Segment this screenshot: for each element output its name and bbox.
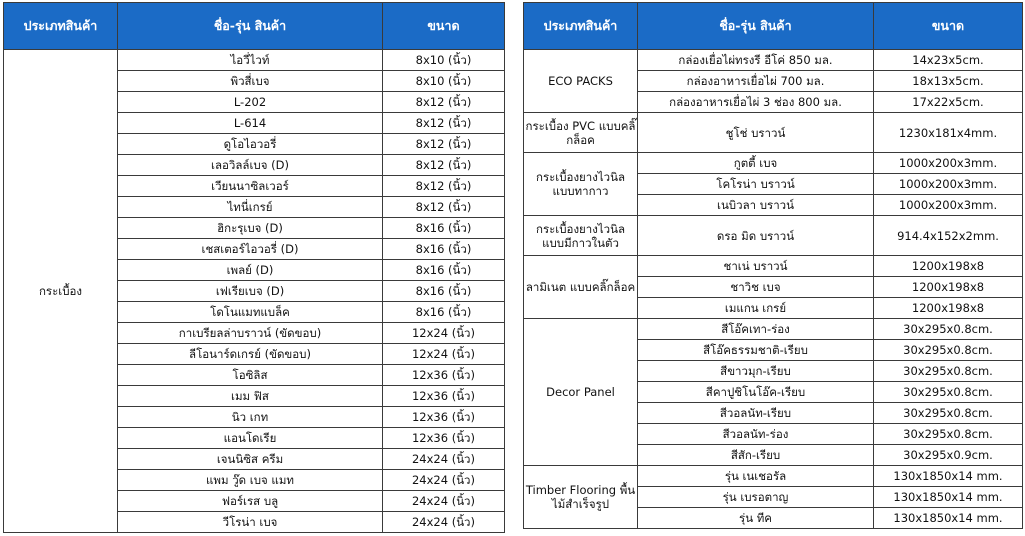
product-name-cell: โดโนแมทแบล็ค [118, 302, 383, 323]
table-header-row [524, 3, 1023, 50]
product-size-cell: 130x1850x14 mm. [874, 487, 1023, 508]
table-row [524, 466, 1023, 487]
product-name-cell: สีวอลนัท-เรียบ [638, 403, 874, 424]
product-size-cell: 8x10 (นิ้ว) [383, 50, 505, 71]
product-name-cell: รุ่น เนเชอรัล [638, 466, 874, 487]
product-name-cell: เลอวิลล์เบจ (D) [118, 155, 383, 176]
product-name-cell: ชูโช่ บราวน์ [638, 113, 874, 153]
product-size-cell: 12x24 (นิ้ว) [383, 323, 505, 344]
product-size-cell: 12x24 (นิ้ว) [383, 344, 505, 365]
product-name-cell: สีคาปูชิโนโอ๊ค-เรียบ [638, 382, 874, 403]
table-row [524, 153, 1023, 174]
product-name-cell: สีวอลนัท-ร่อง [638, 424, 874, 445]
product-name-cell: ชาวิช เบจ [638, 277, 874, 298]
product-size-cell: 24x24 (นิ้ว) [383, 470, 505, 491]
product-name-cell: L-614 [118, 113, 383, 134]
product-name-cell: ลีโอนาร์ดเกรย์ (ขัดขอบ) [118, 344, 383, 365]
product-name-cell: ฟอร์เรส บลู [118, 491, 383, 512]
product-size-cell: 24x24 (นิ้ว) [383, 512, 505, 533]
product-name-cell: กล่องอาหารเยื่อไผ่ 3 ช่อง 800 มล. [638, 92, 874, 113]
product-size-cell: 30x295x0.9cm. [874, 445, 1023, 466]
product-size-cell: 8x12 (นิ้ว) [383, 134, 505, 155]
product-name-cell: รุ่น เบรอตาญ [638, 487, 874, 508]
product-name-cell: ชาเน่ บราวน์ [638, 256, 874, 277]
product-name-cell: ดูโอไอวอรี่ [118, 134, 383, 155]
category-cell: กระเบื้องยางไวนิล แบบทากาว [524, 153, 638, 216]
header-name: ชื่อ-รุ่น สินค้า [118, 3, 383, 50]
product-name-cell: เฟเรียเบจ (D) [118, 281, 383, 302]
product-name-cell: เพลย์ (D) [118, 260, 383, 281]
category-cell: Decor Panel [524, 319, 638, 466]
table-row [524, 113, 1023, 153]
table-row [524, 216, 1023, 256]
table-row [524, 256, 1023, 277]
product-size-cell: 8x16 (นิ้ว) [383, 302, 505, 323]
product-name-cell: แพม วู๊ด เบจ แมท [118, 470, 383, 491]
product-size-cell: 1200x198x8 [874, 256, 1023, 277]
product-name-cell: แอนโดเรีย [118, 428, 383, 449]
product-name-cell: L-202 [118, 92, 383, 113]
product-size-cell: 12x36 (นิ้ว) [383, 428, 505, 449]
product-size-cell: 12x36 (นิ้ว) [383, 365, 505, 386]
product-size-cell: 14x23x5cm. [874, 50, 1023, 71]
product-name-cell: ดรอ มิด บราวน์ [638, 216, 874, 256]
product-size-cell: 30x295x0.8cm. [874, 340, 1023, 361]
product-size-cell: 30x295x0.8cm. [874, 319, 1023, 340]
product-name-cell: พิวสี่เบจ [118, 71, 383, 92]
product-name-cell: เชสเตอร์ไอวอรี่ (D) [118, 239, 383, 260]
product-size-cell: 130x1850x14 mm. [874, 466, 1023, 487]
product-size-cell: 8x16 (นิ้ว) [383, 260, 505, 281]
category-cell: Timber Flooring พื้นไม้สำเร็จรูป [524, 466, 638, 529]
product-table-other [523, 2, 1023, 529]
product-size-cell: 12x36 (นิ้ว) [383, 407, 505, 428]
product-size-cell: 24x24 (นิ้ว) [383, 449, 505, 470]
product-size-cell: 30x295x0.8cm. [874, 382, 1023, 403]
product-name-cell: เมม ฟิส [118, 386, 383, 407]
product-name-cell: เวียนนาซิลเวอร์ [118, 176, 383, 197]
product-name-cell: ไทนี่เกรย์ [118, 197, 383, 218]
product-size-cell: 30x295x0.8cm. [874, 361, 1023, 382]
product-name-cell: ไอวี่ไวท์ [118, 50, 383, 71]
product-name-cell: นิว เกท [118, 407, 383, 428]
header-size: ขนาด [383, 3, 505, 50]
product-size-cell: 1000x200x3mm. [874, 153, 1023, 174]
product-size-cell: 914.4x152x2mm. [874, 216, 1023, 256]
product-name-cell: กล่องเยื่อไผ่ทรงรี อีโค่ 850 มล. [638, 50, 874, 71]
product-size-cell: 17x22x5cm. [874, 92, 1023, 113]
table-row [524, 319, 1023, 340]
product-name-cell: ฮิกะรุเบจ (D) [118, 218, 383, 239]
product-size-cell: 1230x181x4mm. [874, 113, 1023, 153]
product-size-cell: 18x13x5cm. [874, 71, 1023, 92]
product-name-cell: กาเบรียลล่าบราวน์ (ขัดขอบ) [118, 323, 383, 344]
product-size-cell: 1200x198x8 [874, 277, 1023, 298]
product-size-cell: 8x12 (นิ้ว) [383, 155, 505, 176]
product-size-cell: 130x1850x14 mm. [874, 508, 1023, 529]
product-name-cell: เมแกน เกรย์ [638, 298, 874, 319]
product-name-cell: สีขาวมุก-เรียบ [638, 361, 874, 382]
product-size-cell: 8x10 (นิ้ว) [383, 71, 505, 92]
header-category: ประเภทสินค้า [524, 3, 638, 50]
product-size-cell: 1000x200x3mm. [874, 174, 1023, 195]
product-name-cell: รุ่น ทีค [638, 508, 874, 529]
product-size-cell: 12x36 (นิ้ว) [383, 386, 505, 407]
product-size-cell: 8x16 (นิ้ว) [383, 218, 505, 239]
product-size-cell: 8x12 (นิ้ว) [383, 113, 505, 134]
product-name-cell: วีโรน่า เบจ [118, 512, 383, 533]
header-name: ชื่อ-รุ่น สินค้า [638, 3, 874, 50]
header-category: ประเภทสินค้า [4, 3, 118, 50]
product-name-cell: สีโอ๊คธรรมชาติ-เรียบ [638, 340, 874, 361]
product-size-cell: 8x16 (นิ้ว) [383, 239, 505, 260]
product-name-cell: เนบิวลา บราวน์ [638, 195, 874, 216]
category-cell: ECO PACKS [524, 50, 638, 113]
product-size-cell: 8x16 (นิ้ว) [383, 281, 505, 302]
product-size-cell: 8x12 (นิ้ว) [383, 176, 505, 197]
product-size-cell: 24x24 (นิ้ว) [383, 491, 505, 512]
table-row [524, 50, 1023, 71]
category-cell: ลามิเนต แบบคลิ๊กล็อค [524, 256, 638, 319]
product-size-cell: 8x12 (นิ้ว) [383, 92, 505, 113]
category-cell: กระเบื้อง [4, 50, 118, 533]
table-header-row [4, 3, 505, 50]
product-name-cell: กูตตี้ เบจ [638, 153, 874, 174]
product-name-cell: โอซิลิส [118, 365, 383, 386]
product-size-cell: 30x295x0.8cm. [874, 403, 1023, 424]
product-name-cell: กล่องอาหารเยื่อไผ่ 700 มล. [638, 71, 874, 92]
header-size: ขนาด [874, 3, 1023, 50]
product-size-cell: 1200x198x8 [874, 298, 1023, 319]
product-name-cell: เจนนิซิส ครีม [118, 449, 383, 470]
product-name-cell: โคโรน่า บราวน์ [638, 174, 874, 195]
category-cell: กระเบื้องยางไวนิล แบบมีกาวในตัว [524, 216, 638, 256]
product-table-tiles [3, 2, 505, 533]
table-row [4, 50, 505, 71]
product-size-cell: 30x295x0.8cm. [874, 424, 1023, 445]
category-cell: กระเบื้อง PVC แบบคลิ๊กล็อค [524, 113, 638, 153]
product-size-cell: 1000x200x3mm. [874, 195, 1023, 216]
product-name-cell: สีสัก-เรียบ [638, 445, 874, 466]
product-size-cell: 8x12 (นิ้ว) [383, 197, 505, 218]
product-name-cell: สีโอ๊คเทา-ร่อง [638, 319, 874, 340]
